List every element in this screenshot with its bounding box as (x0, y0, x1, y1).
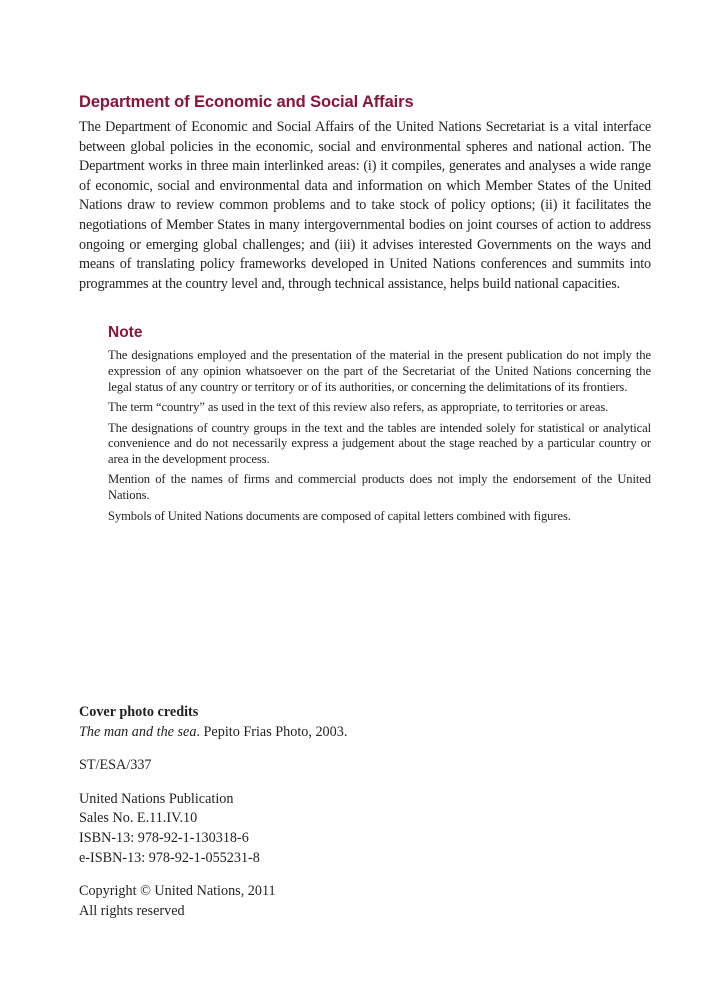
section-heading: Department of Economic and Social Affairs (79, 93, 414, 111)
note-paragraph: The designations employed and the presentation of the material in the present publication do not imply the expression of any opinion whatsoever on the part of the Secretariat of the United Nations concerning the legal status of any country or territory or of its authorities, or concerning the delimitations of its frontiers. (108, 348, 651, 394)
publication-info (79, 790, 479, 868)
e-isbn: e-ISBN-13: 978-92-1-055231-8 (79, 849, 260, 866)
credits-line (79, 723, 479, 743)
note-paragraph: The designations of country groups in the text and the tables are intended solely for statistical or analytical convenience and do not necessarily express a judgement about the stage reached by a particular country or area in the development process. (108, 420, 651, 467)
copyright-line: Copyright © United Nations, 2011 (79, 883, 276, 900)
photo-title: The man and the sea (79, 723, 197, 740)
photo-source: . Pepito Frias Photo, 2003. (196, 723, 348, 740)
isbn: ISBN-13: 978-92-1-130318-6 (79, 829, 249, 846)
rights-line: All rights reserved (79, 902, 185, 919)
intro-paragraph: The Department of Economic and Social Affairs of the United Nations Secretariat is a vital interface between global policies in the economic, social and environmental spheres and national action. The Department works in three main interlinked areas: (i) it compiles, generates and analyses a wide range of economic, social and environmental data and information on which Member States of the United Nations draw to review common problems and to take stock of policy options; (ii) it facilitates the negotiations of Member States in many intergovernmental bodies on joint courses of action to address ongoing or emerging global challenges; and (iii) it advises interested Governments on the ways and means of translating policy frameworks developed in United Nations conferences and summits into programmes at the country level and, through technical assistance, helps build national capacities. (79, 119, 651, 292)
credits-heading: Cover photo credits (79, 704, 199, 720)
note-paragraph: Mention of the names of firms and commercial products does not imply the endorsement of the United Nations. (108, 472, 651, 503)
document-symbol-block (79, 756, 479, 776)
publication-line: United Nations Publication (79, 790, 234, 807)
page-content (79, 93, 651, 529)
note-paragraph: Symbols of United Nations documents are composed of capital letters combined with figures. (108, 508, 571, 523)
cover-credits (79, 703, 479, 742)
note-box (108, 324, 651, 524)
document-symbol: ST/ESA/337 (79, 757, 152, 774)
note-paragraph: The term “country” as used in the text of this review also refers, as appropriate, to territories or areas. (108, 400, 609, 415)
colophon (79, 703, 479, 935)
copyright-info (79, 882, 479, 921)
sales-number: Sales No. E.11.IV.10 (79, 810, 198, 827)
note-title: Note (108, 324, 143, 342)
